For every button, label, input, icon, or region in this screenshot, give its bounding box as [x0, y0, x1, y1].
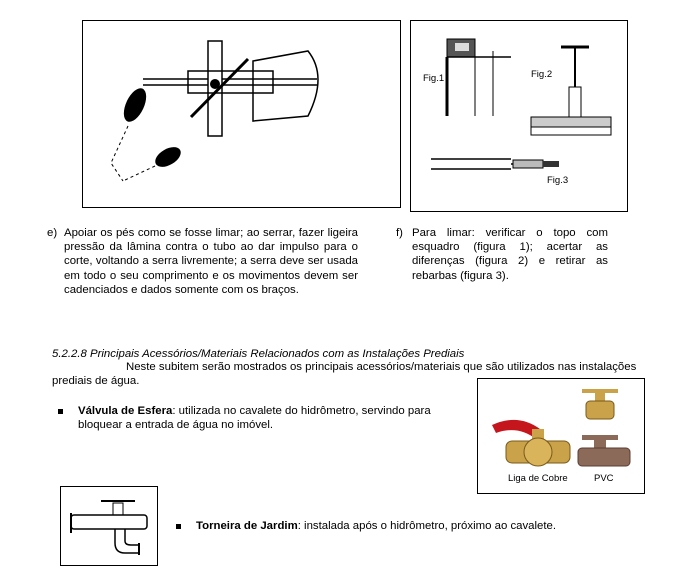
bullet-desc: : utilizada no cavalete do hidrômetro, servindo para bloquear a entrada de água no imóvel.	[78, 405, 431, 432]
bullet-desc: : instalada após o hidrômetro, próximo ao cavalete.	[297, 520, 557, 532]
filing-figure	[410, 20, 628, 212]
bullet-garden-tap	[196, 519, 616, 533]
garden-tap-figure	[60, 486, 158, 566]
item-e-text: Apoiar os pés como se fosse limar; ao serrar, fazer ligeira pressão da lâmina contra o tubo ao dar impulso para o corte, voltando a serra livremente; a serra deve ser usada em todo o seu comprimento e os movimentos devem ser cadenciados e dados somente com os braços.	[64, 227, 358, 296]
garden-tap-illustration	[61, 487, 159, 567]
bullet-term: Torneira de Jardim	[196, 520, 298, 532]
fig1-label: Fig.1	[423, 73, 445, 84]
caption-copper: Liga de Cobre	[508, 473, 568, 484]
sawing-illustration	[83, 21, 402, 209]
item-f-prefix: f)	[396, 227, 403, 239]
item-f-text: Para limar: verificar o topo com esquadro (figura 1); acertar as diferenças (figura 2) e retirar as rebarbas (figura 3).	[412, 227, 608, 282]
section-heading: 5.2.2.8 Principais Acessórios/Materiais Relacionados com as Instalações Prediais	[52, 348, 465, 360]
bullet-term: Válvula de Esfera	[78, 405, 173, 417]
section-intro-text: Neste subitem serão mostrados os principais acessórios/materiais que são utilizados nas instalações prediais de água.	[52, 361, 637, 388]
valves-figure	[477, 378, 645, 494]
filing-illustration	[411, 21, 629, 213]
fig3-label: Fig.3	[547, 175, 569, 186]
bullet-ball-valve	[78, 404, 470, 433]
caption-pvc: PVC	[594, 473, 614, 484]
fig2-label: Fig.2	[531, 69, 553, 80]
item-e-prefix: e)	[47, 227, 58, 239]
sawing-figure	[82, 20, 401, 208]
